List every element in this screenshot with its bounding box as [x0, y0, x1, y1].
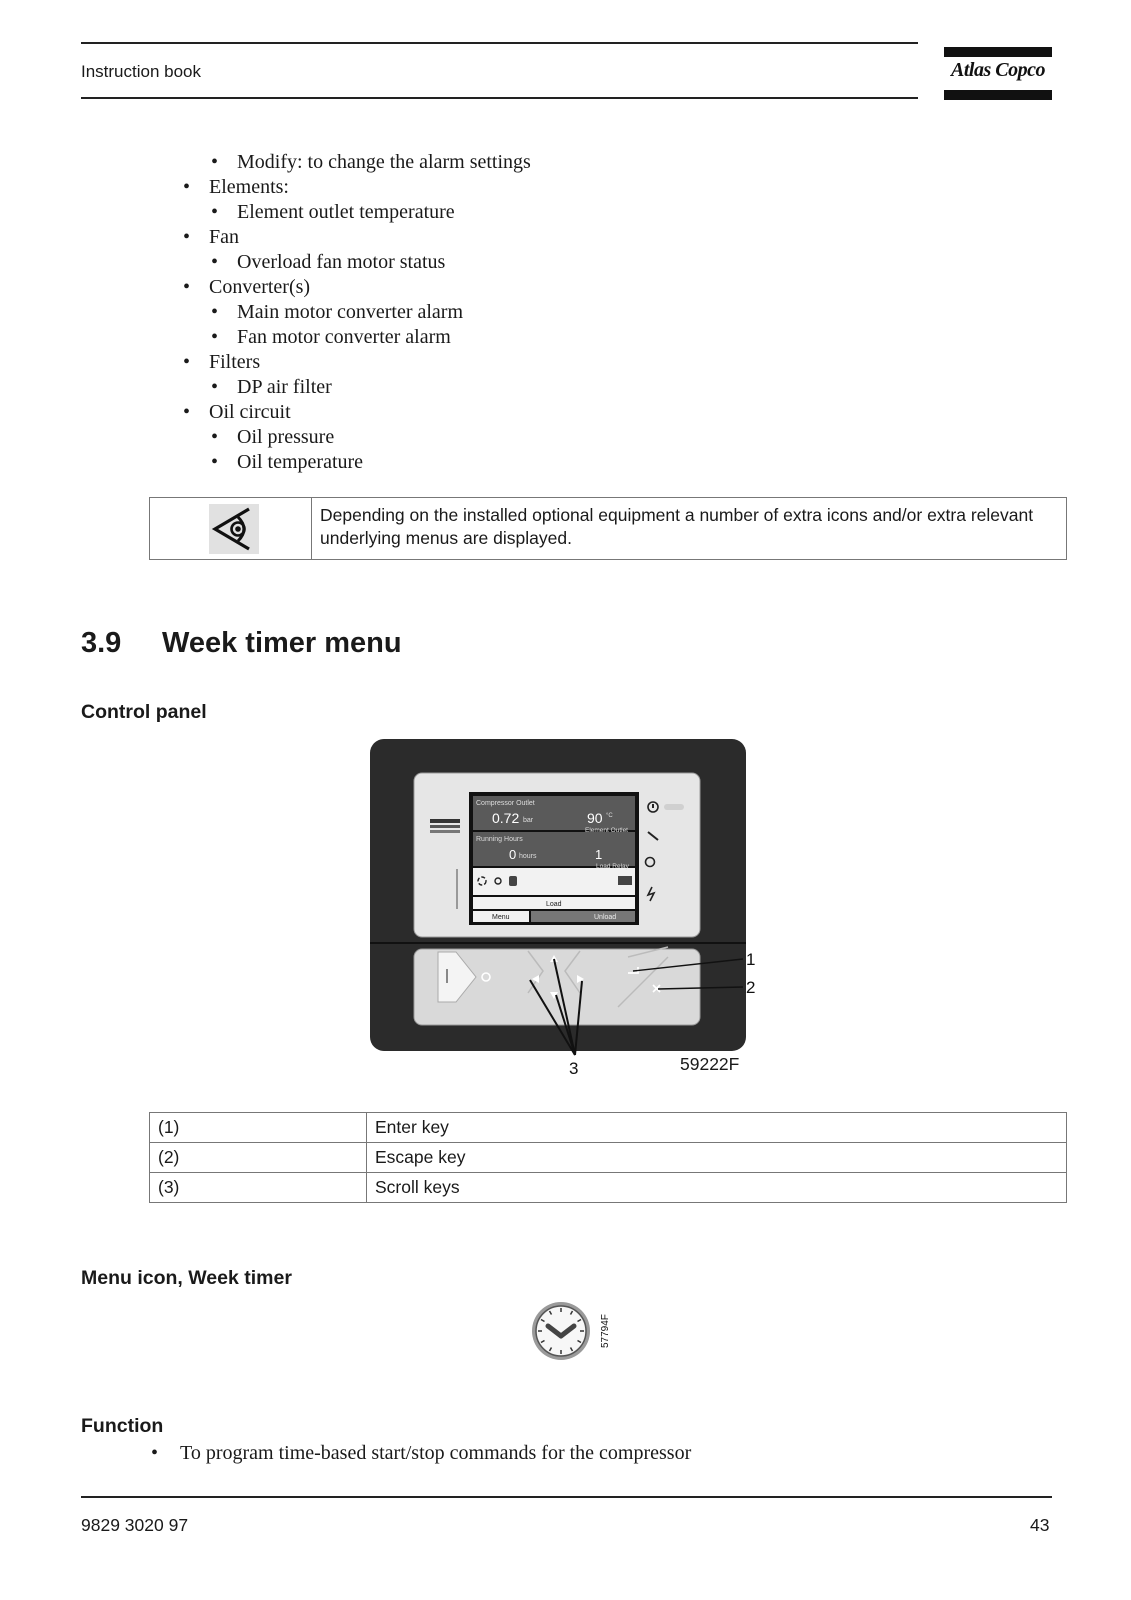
section-title: Week timer menu	[162, 627, 402, 659]
document-number: 9829 3020 97	[81, 1515, 189, 1535]
list-item: • Oil circuit	[183, 401, 291, 423]
list-item: • Main motor converter alarm	[211, 301, 464, 323]
menu-icon-heading: Menu icon, Week timer	[81, 1267, 292, 1289]
svg-text:1: 1	[746, 950, 756, 969]
table-row	[150, 1143, 1067, 1173]
list-item: • Element outlet temperature	[211, 201, 455, 223]
key-name: Enter key	[367, 1113, 1067, 1143]
logo-text: Atlas Copco	[951, 59, 1045, 81]
svg-text:°C: °C	[606, 813, 613, 819]
svg-text:Load: Load	[546, 901, 562, 908]
key-ref: (3)	[150, 1173, 367, 1203]
note-text: Depending on the installed optional equipment a number of extra icons and/or extra relevant underlying menus are displayed.	[320, 505, 1034, 548]
svg-text:Menu: Menu	[492, 914, 510, 921]
list-item: • Modify: to change the alarm settings	[211, 151, 531, 173]
table-row	[150, 1173, 1067, 1203]
list-item: • Converter(s)	[183, 276, 311, 298]
svg-text:90: 90	[587, 810, 603, 826]
list-item: • Overload fan motor status	[211, 251, 446, 273]
key-name: Scroll keys	[367, 1173, 1067, 1203]
key-legend-table	[149, 1112, 1067, 1203]
key-ref: (2)	[150, 1143, 367, 1173]
control-panel-illustration	[368, 737, 788, 1077]
header-title: Instruction book	[81, 62, 202, 81]
page-number: 43	[1030, 1515, 1050, 1535]
svg-text:0: 0	[509, 847, 517, 862]
svg-text:Load Relay: Load Relay	[596, 863, 629, 870]
clock-icon	[526, 1298, 616, 1364]
list-item: • Oil temperature	[211, 451, 364, 473]
svg-text:Unload: Unload	[594, 914, 617, 921]
note-box	[149, 497, 1067, 560]
list-item: • Fan motor converter alarm	[211, 326, 451, 348]
function-heading: Function	[81, 1415, 164, 1437]
svg-text:3: 3	[569, 1059, 579, 1077]
svg-text:0.72: 0.72	[492, 810, 520, 826]
footer-rule	[81, 1496, 1052, 1498]
svg-text:2: 2	[746, 978, 756, 997]
control-panel-heading: Control panel	[81, 701, 207, 723]
list-item: • Filters	[183, 351, 261, 373]
header-top-rule	[81, 42, 918, 44]
clock-figure-code: 57794F	[600, 1314, 611, 1348]
key-ref: (1)	[150, 1113, 367, 1143]
table-row	[150, 1113, 1067, 1143]
list-item: • Oil pressure	[211, 426, 335, 448]
eye-icon	[209, 504, 259, 554]
svg-text:hours: hours	[519, 853, 537, 860]
svg-text:Compressor Outlet: Compressor Outlet	[476, 800, 535, 807]
svg-text:Running Hours: Running Hours	[476, 836, 523, 843]
control-panel-figure-code: 59222F	[680, 1054, 740, 1074]
svg-text:1: 1	[595, 847, 603, 862]
header-bottom-rule	[81, 97, 918, 99]
svg-text:bar: bar	[523, 817, 534, 824]
list-item: • DP air filter	[211, 376, 332, 398]
section-number: 3.9	[81, 627, 122, 659]
list-item: • Elements:	[183, 176, 289, 198]
list-item: • Fan	[183, 226, 239, 248]
list-item: • To program time-based start/stop commands for the compressor	[151, 1442, 692, 1464]
atlas-copco-logo	[944, 47, 1052, 100]
section-heading	[81, 627, 402, 660]
key-name: Escape key	[367, 1143, 1067, 1173]
svg-text:Element Outlet: Element Outlet	[585, 827, 628, 834]
